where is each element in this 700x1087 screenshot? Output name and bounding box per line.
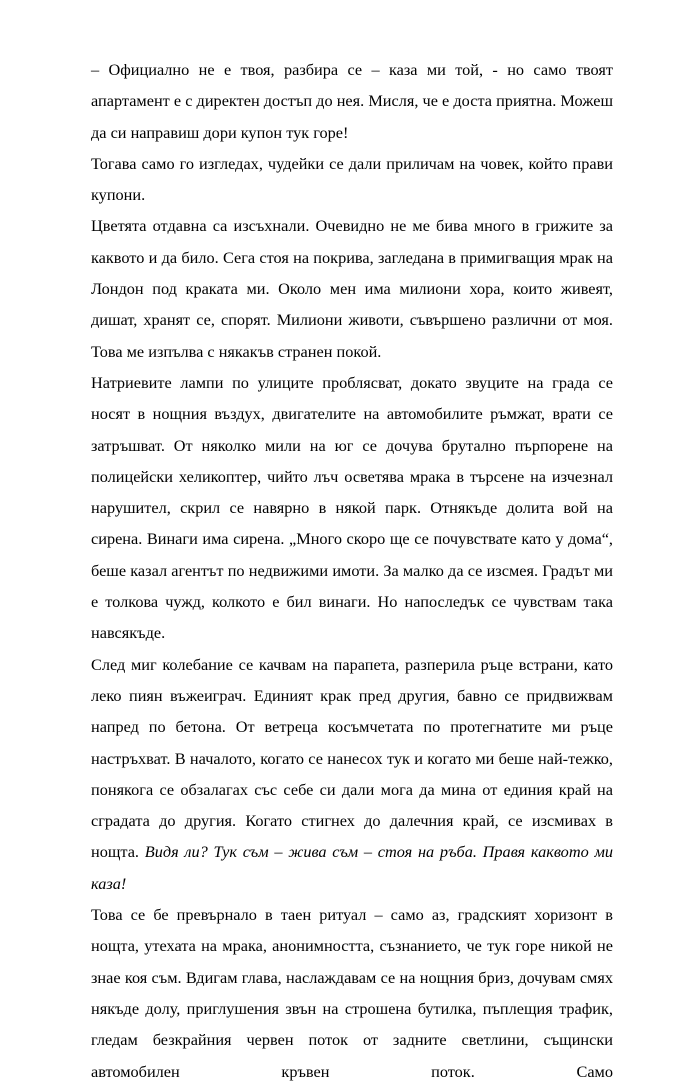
paragraph-2: Тогава само го изгледах, чудейки се дали приличам на човек, който прави купони. — [91, 153, 613, 205]
paragraph-5 — [91, 649, 613, 899]
paragraph-6: Това се бе превърнало в таен ритуал – само аз, градският хоризонт в нощта, утехата на мрака, анонимността, съзнанието, че тук горе никой не знае коя съм. Вдигам глава, наслаждавам се на нощния бриз, дочувам смях някъде долу, приглушения звън на строшена бутилка, пъплещия трафик, гледам безкрайния червен поток от задните светлини, същински автомобилен кръвен поток. Само — [91, 905, 613, 1081]
paragraph-5-text: След миг колебание се качвам на парапета, разперила ръце встрани, като леко пиян въжеиграч. Единият крак пред другия, бавно се придвижвам напред по бетона. От ветреца косъмчетата по протегнатите ми ръце настръхват. В началото, когато се нанесох тук и когато ми беше най-тежко, понякога се обзалагах със себе си дали мога да мина от единия край на сградата до другия. Когато стигнех до далечния край, се изсмивах в нощта. — [91, 654, 613, 862]
paragraph-4: Натриевите лампи по улиците проблясват, докато звуците на града се носят в нощния въздух, двигателите на автомобилите ръмжат, врати се затръшват. От няколко мили на юг се дочува брутално пърпорене на полицейски хеликоптер, чийто лъч осветява мрака в търсене на изчезнал нарушител, скрил се навярно в някой парк. Отнякъде долита вой на сирена. Винаги има сирена. „Много скоро ще се почувствате като у дома“, беше казал агентът по недвижими имоти. За малко да се изсмея. Градът ми е толкова чужд, колкото е бил винаги. Но напоследък се чувствам така навсякъде. — [91, 372, 613, 643]
paragraph-3: Цветята отдавна са изсъхнали. Очевидно не ме бива много в грижите за каквото и да било. Сега стоя на покрива, загледана в примигващия мрак на Лондон под краката ми. Около мен има милиони хора, които живеят, дишат, хранят се, спорят. Милиони животи, съвършено различни от моя. Това ме изпълва с някакъв странен покой. — [91, 216, 613, 361]
document-page — [91, 54, 613, 1087]
paragraph-5-italic: Видя ли? Тук съм – жива съм – стоя на ръба. Правя каквото ми каза! — [91, 842, 613, 893]
paragraph-1: – Официално не е твоя, разбира се – каза ми той, - но само твоят апартамент е с директен достъп до нея. Мисля, че е доста приятна. Можеш да си направиш дори купон тук горе! — [91, 60, 613, 142]
